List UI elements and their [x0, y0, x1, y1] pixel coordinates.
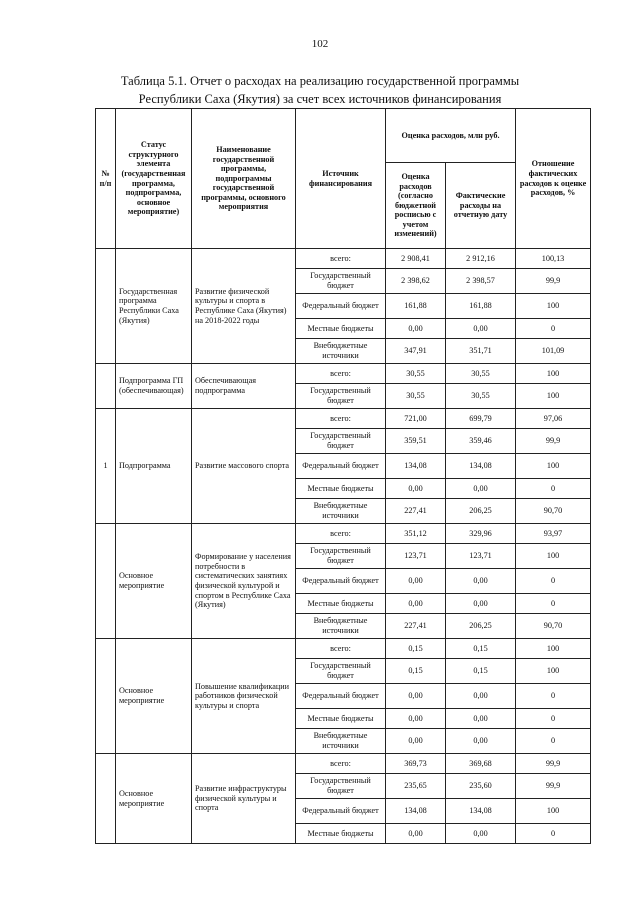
actual-cell: 30,55	[446, 364, 516, 384]
table-row	[96, 524, 591, 544]
num-cell	[96, 754, 116, 844]
estimate-cell: 134,08	[386, 799, 446, 824]
source-cell: Местные бюджеты	[296, 594, 386, 614]
actual-cell: 0,00	[446, 569, 516, 594]
estimate-cell: 134,08	[386, 454, 446, 479]
name-cell: Обеспечивающая подпрограмма	[192, 364, 296, 409]
header-actual: Фактические расходы на отчетную дату	[446, 163, 516, 249]
ratio-cell: 0	[516, 594, 591, 614]
status-cell: Основное мероприятие	[116, 754, 192, 844]
source-cell: всего:	[296, 364, 386, 384]
status-cell: Основное мероприятие	[116, 639, 192, 754]
source-cell: Государственный бюджет	[296, 384, 386, 409]
ratio-cell: 100	[516, 544, 591, 569]
ratio-cell: 100	[516, 454, 591, 479]
actual-cell: 351,71	[446, 339, 516, 364]
estimate-cell: 351,12	[386, 524, 446, 544]
status-cell: Подпрограмма	[116, 409, 192, 524]
ratio-cell: 100	[516, 294, 591, 319]
source-cell: Федеральный бюджет	[296, 294, 386, 319]
num-cell: 1	[96, 409, 116, 524]
source-cell: всего:	[296, 524, 386, 544]
actual-cell: 161,88	[446, 294, 516, 319]
actual-cell: 0,00	[446, 824, 516, 844]
ratio-cell: 0	[516, 569, 591, 594]
actual-cell: 369,68	[446, 754, 516, 774]
header-num: № п/п	[96, 109, 116, 249]
actual-cell: 0,15	[446, 639, 516, 659]
source-cell: всего:	[296, 754, 386, 774]
source-cell: Государственный бюджет	[296, 544, 386, 569]
ratio-cell: 90,70	[516, 499, 591, 524]
estimate-cell: 0,15	[386, 639, 446, 659]
ratio-cell: 0	[516, 709, 591, 729]
actual-cell: 0,00	[446, 594, 516, 614]
table-row	[96, 249, 591, 269]
estimate-cell: 0,00	[386, 824, 446, 844]
estimate-cell: 0,00	[386, 319, 446, 339]
actual-cell: 123,71	[446, 544, 516, 569]
source-cell: Государственный бюджет	[296, 269, 386, 294]
source-cell: всего:	[296, 639, 386, 659]
actual-cell: 0,00	[446, 319, 516, 339]
report-table-container	[95, 108, 590, 844]
status-cell: Государственная программа Республики Саха (Якутия)	[116, 249, 192, 364]
estimate-cell: 0,00	[386, 594, 446, 614]
source-cell: всего:	[296, 409, 386, 429]
ratio-cell: 99,9	[516, 429, 591, 454]
num-cell	[96, 524, 116, 639]
ratio-cell: 100,13	[516, 249, 591, 269]
source-cell: Государственный бюджет	[296, 774, 386, 799]
status-cell: Основное мероприятие	[116, 524, 192, 639]
name-cell: Развитие инфраструктуры физической культуры и спорта	[192, 754, 296, 844]
estimate-cell: 2 398,62	[386, 269, 446, 294]
header-status: Статус структурного элемента (государственная программа, подпрограмма, основное мероприятие)	[116, 109, 192, 249]
status-cell: Подпрограмма ГП (обеспечивающая)	[116, 364, 192, 409]
estimate-cell: 347,91	[386, 339, 446, 364]
num-cell	[96, 364, 116, 409]
ratio-cell: 99,9	[516, 754, 591, 774]
ratio-cell: 100	[516, 799, 591, 824]
table-body	[96, 249, 591, 844]
source-cell: Внебюджетные источники	[296, 339, 386, 364]
header-source: Источник финансирования	[296, 109, 386, 249]
actual-cell: 0,15	[446, 659, 516, 684]
name-cell: Повышение квалификации работников физической культуры и спорта	[192, 639, 296, 754]
header-estimate: Оценка расходов (согласно бюджетной росписью с учетом изменений)	[386, 163, 446, 249]
num-cell	[96, 639, 116, 754]
actual-cell: 2 912,16	[446, 249, 516, 269]
actual-cell: 2 398,57	[446, 269, 516, 294]
source-cell: Внебюджетные источники	[296, 614, 386, 639]
name-cell: Формирование у населения потребности в систематических занятиях физической культурой и спортом в Республике Саха (Якутия)	[192, 524, 296, 639]
actual-cell: 235,60	[446, 774, 516, 799]
actual-cell: 206,25	[446, 499, 516, 524]
page-number: 102	[311, 38, 329, 50]
estimate-cell: 123,71	[386, 544, 446, 569]
estimate-cell: 369,73	[386, 754, 446, 774]
actual-cell: 329,96	[446, 524, 516, 544]
estimate-cell: 0,00	[386, 569, 446, 594]
expense-report-table	[95, 108, 591, 844]
name-cell: Развитие физической культуры и спорта в Республике Саха (Якутия) на 2018-2022 годы	[192, 249, 296, 364]
ratio-cell: 0	[516, 319, 591, 339]
ratio-cell: 100	[516, 384, 591, 409]
ratio-cell: 100	[516, 639, 591, 659]
caption-line-2: Республики Саха (Якутия) за счет всех источников финансирования	[138, 92, 502, 106]
ratio-cell: 0	[516, 824, 591, 844]
ratio-cell: 100	[516, 659, 591, 684]
table-row	[96, 409, 591, 429]
table-row	[96, 364, 591, 384]
source-cell: Государственный бюджет	[296, 429, 386, 454]
estimate-cell: 0,00	[386, 709, 446, 729]
ratio-cell: 0	[516, 684, 591, 709]
source-cell: Внебюджетные источники	[296, 729, 386, 754]
header-name: Наименование государственной программы, подпрограммы государственной программы, основного мероприятия	[192, 109, 296, 249]
source-cell: Местные бюджеты	[296, 709, 386, 729]
actual-cell: 0,00	[446, 709, 516, 729]
estimate-cell: 2 908,41	[386, 249, 446, 269]
actual-cell: 699,79	[446, 409, 516, 429]
source-cell: Местные бюджеты	[296, 319, 386, 339]
source-cell: Местные бюджеты	[296, 824, 386, 844]
estimate-cell: 0,00	[386, 684, 446, 709]
name-cell: Развитие массового спорта	[192, 409, 296, 524]
source-cell: Федеральный бюджет	[296, 684, 386, 709]
estimate-cell: 0,00	[386, 729, 446, 754]
actual-cell: 0,00	[446, 684, 516, 709]
actual-cell: 134,08	[446, 799, 516, 824]
estimate-cell: 721,00	[386, 409, 446, 429]
ratio-cell: 0	[516, 479, 591, 499]
ratio-cell: 97,06	[516, 409, 591, 429]
source-cell: всего:	[296, 249, 386, 269]
actual-cell: 0,00	[446, 479, 516, 499]
ratio-cell: 99,9	[516, 774, 591, 799]
estimate-cell: 227,41	[386, 614, 446, 639]
estimate-cell: 30,55	[386, 384, 446, 409]
estimate-cell: 161,88	[386, 294, 446, 319]
caption-line-1: Таблица 5.1. Отчет о расходах на реализацию государственной программы	[120, 74, 520, 88]
ratio-cell: 0	[516, 729, 591, 754]
source-cell: Федеральный бюджет	[296, 569, 386, 594]
source-cell: Федеральный бюджет	[296, 454, 386, 479]
actual-cell: 134,08	[446, 454, 516, 479]
source-cell: Местные бюджеты	[296, 479, 386, 499]
estimate-cell: 227,41	[386, 499, 446, 524]
table-row	[96, 754, 591, 774]
estimate-cell: 0,00	[386, 479, 446, 499]
table-caption	[40, 72, 600, 108]
estimate-cell: 359,51	[386, 429, 446, 454]
actual-cell: 206,25	[446, 614, 516, 639]
ratio-cell: 90,70	[516, 614, 591, 639]
source-cell: Внебюджетные источники	[296, 499, 386, 524]
ratio-cell: 101,09	[516, 339, 591, 364]
num-cell	[96, 249, 116, 364]
estimate-cell: 0,15	[386, 659, 446, 684]
source-cell: Федеральный бюджет	[296, 799, 386, 824]
actual-cell: 0,00	[446, 729, 516, 754]
source-cell: Государственный бюджет	[296, 659, 386, 684]
estimate-cell: 235,65	[386, 774, 446, 799]
estimate-cell: 30,55	[386, 364, 446, 384]
table-header	[96, 109, 591, 249]
actual-cell: 30,55	[446, 384, 516, 409]
table-row	[96, 639, 591, 659]
header-estimate-group: Оценка расходов, млн руб.	[386, 109, 516, 163]
ratio-cell: 99,9	[516, 269, 591, 294]
ratio-cell: 93,97	[516, 524, 591, 544]
ratio-cell: 100	[516, 364, 591, 384]
actual-cell: 359,46	[446, 429, 516, 454]
header-ratio: Отношение фактических расходов к оценке расходов, %	[516, 109, 591, 249]
